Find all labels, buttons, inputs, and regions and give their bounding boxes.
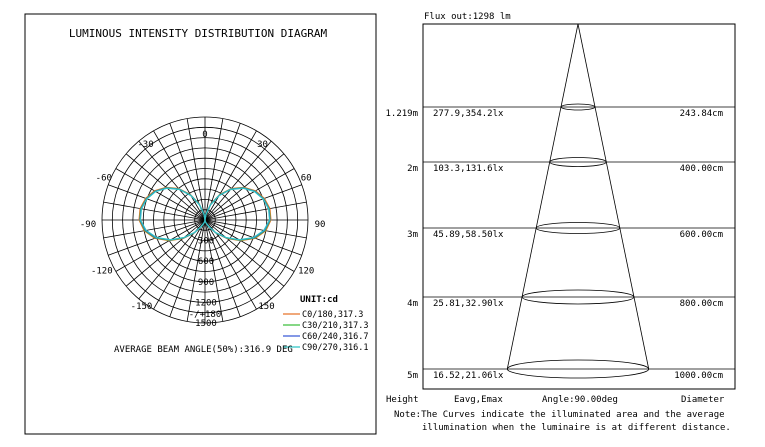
polar-angle-label: -/+180 xyxy=(188,310,222,320)
cone-row-height: 3m xyxy=(407,230,418,240)
legend-label: C60/240,316.7 xyxy=(302,332,369,342)
legend-label: C30/210,317.3 xyxy=(302,321,369,331)
cone-row-diameter: 600.00cm xyxy=(679,230,723,240)
cone-row-eavg: 45.89,58.50lx xyxy=(433,230,504,240)
polar-radial-tick-label: 0 xyxy=(202,217,208,227)
column-height-label: Height xyxy=(386,395,419,405)
polar-angle-label: -150 xyxy=(130,302,153,313)
column-diameter-label: Diameter xyxy=(681,395,725,405)
beam-angle-annotation: AVERAGE BEAM ANGLE(50%):316.9 DEG xyxy=(114,345,293,355)
cone-row-eavg: 16.52,21.06lx xyxy=(433,371,504,381)
polar-angle-label: 60 xyxy=(300,173,312,184)
cone-row-height: 1.219m xyxy=(385,109,418,119)
polar-radial-tick-label: 1200 xyxy=(195,298,217,309)
cone-row-eavg: 103.3,131.6lx xyxy=(433,164,504,174)
cone-row-diameter: 800.00cm xyxy=(679,299,723,309)
cone-row-height: 4m xyxy=(407,299,418,309)
polar-angle-label: -120 xyxy=(90,266,113,277)
polar-title: LUMINOUS INTENSITY DISTRIBUTION DIAGRAM xyxy=(68,27,328,40)
cone-row-eavg: 25.81,32.90lx xyxy=(433,299,504,309)
illuminance-cone-table xyxy=(385,12,735,433)
cone-row-diameter: 1000.00cm xyxy=(674,371,723,381)
polar-angle-label: -60 xyxy=(95,173,112,184)
column-eavg-label: Eavg,Emax xyxy=(454,395,503,405)
polar-radial-tick-label: 300 xyxy=(197,236,215,247)
legend-label: C90/270,316.1 xyxy=(302,343,369,353)
polar-angle-label: 30 xyxy=(257,139,268,150)
polar-radial-tick-label: 1500 xyxy=(195,319,217,329)
polar-angle-label: -90 xyxy=(79,220,97,230)
note-line-1: Note:The Curves indicate the illuminated area and the average xyxy=(394,410,725,420)
column-angle-label: Angle:90.00deg xyxy=(542,395,618,405)
flux-out-label: Flux out:1298 lm xyxy=(424,12,511,22)
note-line-2: illumination when the luminaire is at different distance. xyxy=(422,423,731,433)
cone-row-height: 2m xyxy=(407,164,418,174)
cone-shape xyxy=(507,24,648,378)
polar-radial-tick-label: 900 xyxy=(197,277,215,288)
cone-row-eavg: 277.9,354.2lx xyxy=(433,109,504,119)
polar-angle-label: 90 xyxy=(314,220,326,230)
polar-legend xyxy=(283,310,369,353)
cone-table-frame xyxy=(423,24,735,389)
cone-side-right xyxy=(578,24,649,369)
polar-angle-label: 0 xyxy=(202,130,208,140)
polar-angle-label: 150 xyxy=(258,302,275,313)
polar-radial-tick-label: 600 xyxy=(197,257,215,268)
polar-angle-label: -30 xyxy=(137,139,154,150)
cone-row-diameter: 243.84cm xyxy=(679,109,723,119)
cone-rows xyxy=(385,107,735,381)
cone-row-height: 5m xyxy=(407,371,418,381)
cone-row-diameter: 400.00cm xyxy=(679,164,723,174)
unit-label: UNIT:cd xyxy=(300,295,338,305)
legend-label: C0/180,317.3 xyxy=(302,310,364,320)
polar-angle-label: 120 xyxy=(298,266,315,277)
cone-side-left xyxy=(507,24,578,369)
